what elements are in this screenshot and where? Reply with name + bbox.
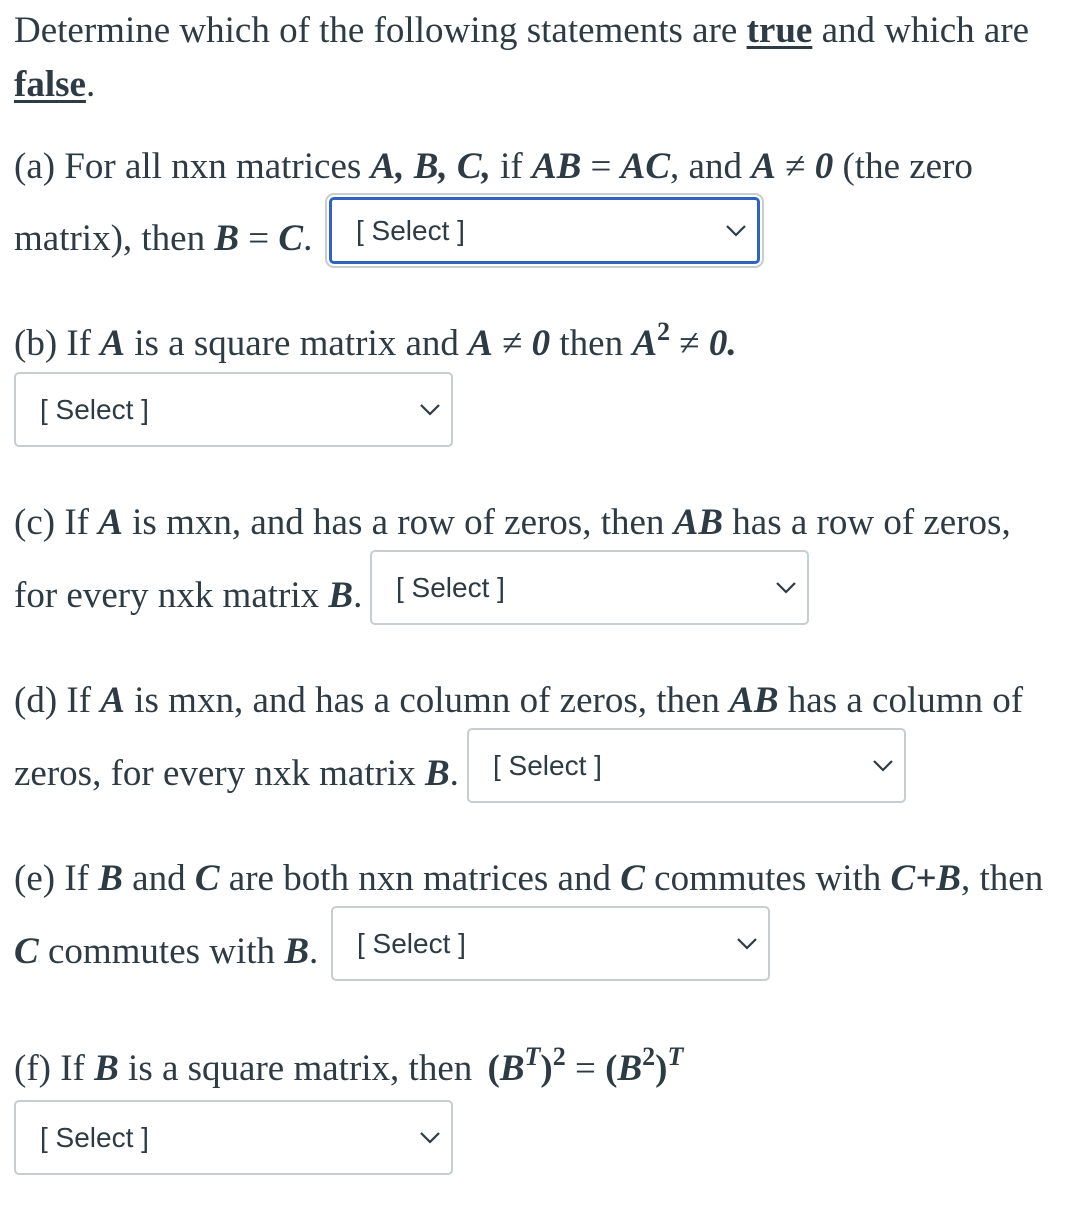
question-e-c3: C: [14, 931, 39, 972]
formula-b: B: [499, 1048, 525, 1089]
transpose-square-formula: [487, 1042, 684, 1089]
question-a-if: if: [490, 146, 532, 187]
question-c-line2-text: for every nxk matrix: [14, 575, 329, 616]
question-e-c2: C: [620, 858, 645, 899]
question-b-a2: A: [468, 323, 493, 364]
formula-paren: (: [605, 1048, 618, 1089]
question-d-end: .: [449, 753, 459, 794]
instructions-end: .: [85, 64, 96, 105]
chevron-down-icon: [736, 937, 758, 951]
instructions-text: Determine which of the following statements are: [14, 10, 747, 51]
formula-paren: ): [540, 1048, 553, 1089]
question-a-line-2: [14, 220, 312, 257]
formula-square: 2: [642, 1042, 656, 1071]
question-f-text1: is a square matrix, then: [118, 1048, 482, 1089]
question-c-text2: has a row of zeros,: [723, 502, 1011, 543]
question-a-b: B: [214, 218, 240, 259]
question-e-b2: B: [284, 931, 309, 972]
select-dropdown-f[interactable]: [14, 1100, 453, 1175]
select-b-value: [ Select ]: [40, 393, 149, 425]
instructions-text-middle: and which are: [812, 10, 1030, 51]
question-a-eq: =: [581, 146, 621, 187]
select-dropdown-e[interactable]: [331, 906, 770, 981]
question-b-text1: is a square matrix and: [124, 323, 469, 364]
question-d-text2: has a column of: [778, 680, 1024, 721]
select-c-value: [ Select ]: [396, 571, 505, 603]
false-word: false: [14, 64, 86, 105]
chevron-down-icon: [725, 224, 747, 238]
select-f-value: [ Select ]: [40, 1121, 149, 1153]
question-c-end: .: [353, 575, 363, 616]
question-a-matrices: A, B, C,: [370, 146, 491, 187]
question-c-b: B: [328, 575, 354, 616]
question-b-zero1: 0: [531, 323, 551, 364]
instructions-line-1: [14, 12, 1029, 49]
question-a-neq: ≠: [775, 146, 815, 187]
formula-paren: ): [655, 1048, 668, 1089]
question-d-a: A: [100, 680, 125, 721]
question-d-text: (d) If: [14, 680, 101, 721]
question-a-eq2: =: [239, 218, 279, 259]
question-b-neq2: ≠: [670, 323, 709, 364]
question-e-b: B: [98, 858, 123, 899]
formula-square: 2: [552, 1042, 566, 1071]
question-e-text: (e) If: [14, 858, 99, 899]
question-d-ab: AB: [729, 680, 779, 721]
formula-b: B: [617, 1048, 643, 1089]
question-e-line2-text: commutes with: [38, 931, 285, 972]
formula-paren: (: [487, 1048, 500, 1089]
question-a-and: , and: [670, 146, 752, 187]
question-a-end: .: [303, 218, 313, 259]
question-c-ab: AB: [673, 502, 724, 543]
question-b-line-1: [14, 317, 737, 364]
question-a-ab: AB: [531, 146, 582, 187]
chevron-down-icon: [419, 403, 441, 417]
question-d-line-1: [14, 682, 1023, 719]
question-b-a: A: [100, 323, 125, 364]
question-c-a: A: [98, 502, 123, 543]
chevron-down-icon: [775, 581, 797, 595]
question-a-suffix: (the zero: [833, 146, 973, 187]
question-e-cb: C+B: [890, 858, 961, 899]
question-b-a3: A: [632, 323, 658, 364]
question-d-text1: is mxn, and has a column of zeros, then: [124, 680, 730, 721]
question-c-line-1: [14, 504, 1011, 541]
true-word: true: [746, 10, 813, 51]
select-e-value: [ Select ]: [357, 927, 466, 959]
chevron-down-icon: [419, 1131, 441, 1145]
select-dropdown-d[interactable]: [467, 728, 906, 803]
select-d-value: [ Select ]: [493, 749, 602, 781]
question-a-line2-text: matrix), then: [14, 218, 215, 259]
question-e-c: C: [194, 858, 220, 899]
question-c-line-2: [14, 577, 362, 614]
question-b-text: (b) If: [14, 323, 101, 364]
question-d-b: B: [424, 753, 450, 794]
select-a-value: [ Select ]: [356, 214, 465, 246]
question-d-line-2: [14, 755, 459, 792]
question-a-c: C: [278, 218, 304, 259]
question-b-neq1: ≠: [492, 323, 532, 364]
question-a-zero: 0: [814, 146, 834, 187]
instructions-line-2: [14, 66, 95, 103]
question-e-text1: are both nxn matrices and: [219, 858, 621, 899]
question-b-square: 2: [657, 317, 671, 346]
question-f-text: (f) If: [14, 1048, 95, 1089]
formula-transpose: T: [667, 1042, 684, 1071]
question-e-and: and: [122, 858, 195, 899]
select-dropdown-a[interactable]: [329, 197, 760, 264]
question-b-then: then: [550, 323, 633, 364]
chevron-down-icon: [872, 759, 894, 773]
question-e-text2: commutes with: [644, 858, 891, 899]
select-dropdown-c[interactable]: [370, 550, 809, 625]
question-e-text3: , then: [961, 858, 1044, 899]
question-d-line2-text: zeros, for every nxk matrix: [14, 753, 425, 794]
question-f-line-1: [14, 1042, 684, 1089]
question-a-ac: AC: [620, 146, 671, 187]
select-dropdown-b[interactable]: [14, 372, 453, 447]
question-e-line-2: [14, 933, 318, 970]
question-e-end: .: [309, 931, 319, 972]
formula-eq: =: [565, 1048, 606, 1089]
question-a-a: A: [751, 146, 776, 187]
formula-transpose: T: [524, 1042, 541, 1071]
question-b-zero2: 0.: [708, 323, 737, 364]
question-a-text: (a) For all nxn matrices: [14, 146, 371, 187]
question-c-text1: is mxn, and has a row of zeros, then: [122, 502, 674, 543]
question-c-text: (c) If: [14, 502, 99, 543]
question-f-b: B: [94, 1048, 119, 1089]
question-e-line-1: [14, 860, 1043, 897]
question-a-line-1: [14, 148, 973, 185]
